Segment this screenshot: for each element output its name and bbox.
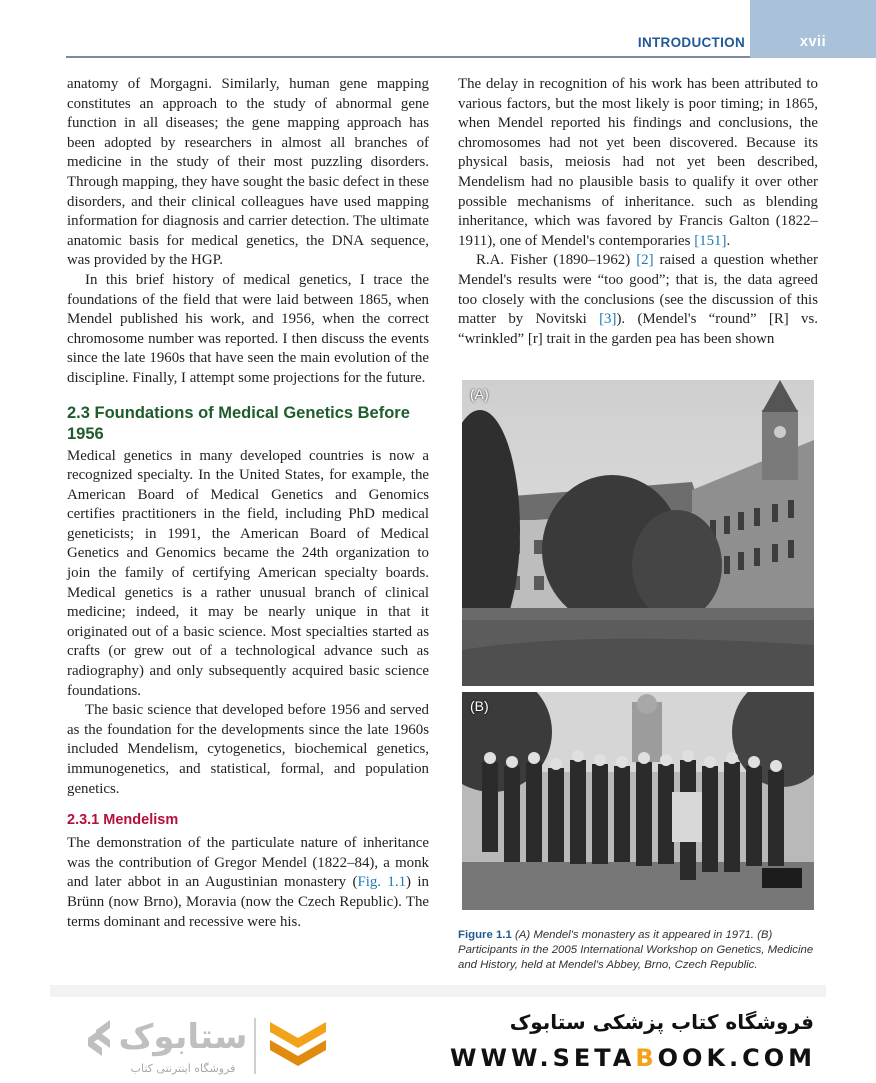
text-run: R.A. Fisher (1890–1962) [476, 252, 637, 269]
paragraph [458, 251, 818, 349]
group-image [462, 692, 814, 910]
figure-number: Figure 1.1 [458, 929, 512, 941]
right-column [458, 75, 818, 349]
header-rule [66, 56, 750, 58]
paragraph: Medical genetics in many developed countries is now a recognized specialty. In the United States, for example, the American Board of Medical Genetics and Genomics certifies practitioners in the field, including PhD medical geneticists; in 1991, the American Board of Medical Genetics and Genomics became the 24th organization to join the family of certifying American specialty boards. Medical genetics is a rather unusual branch of clinical medicine; indeed, it may be nearly unique in that it originated out of a basic science. Most specialties started as crafts (or grew out of a technological advance such as radiography) and only subsequently acquired basic science foundations. [67, 447, 429, 699]
paragraph [67, 834, 429, 932]
citation-link[interactable]: [151] [694, 232, 727, 249]
figure-link[interactable]: Fig. 1.1 [357, 874, 407, 891]
text-run: The demonstration of the particulate nature of inheritance was the contribution of Gregor Mendel (1822–84), a monk and later abbot in an Augustinian monastery ( [67, 835, 429, 891]
logo-tagline: فروشگاه اینترنتی کتاب [130, 1062, 236, 1075]
figure-panel-label: (B) [470, 698, 489, 714]
store-url[interactable] [450, 1044, 817, 1072]
paragraph [458, 75, 818, 251]
left-column [67, 75, 429, 932]
text-run: ). (Mendel's “round” [R] vs. “wrinkled” [r] trait in the garden pea has been shown [458, 311, 819, 347]
url-text: WWW.SETA [450, 1044, 636, 1072]
section-heading: 2.3 Foundations of Medical Genetics Before 1956 [67, 403, 410, 443]
paragraph: In this brief history of medical genetics, I trace the foundations of the field that were laid between 1865, when Mendel published his work, and 1956, when the correct chromosome number was reported. I then discuss the events since the late 1960s that have seen the main evolution of the discipline. Finally, I attempt some projections for the future. [67, 271, 429, 386]
figure-panel-label: (A) [470, 386, 489, 402]
monastery-image [462, 380, 814, 686]
text-run: . [726, 232, 731, 249]
setabook-logo-image [88, 1008, 338, 1078]
caption-text: (A) Mendel's monastery as it appeared in 1971. (B) Participants in the 2005 International Workshop on Genetics, Medicine and History, held at Mendel's Abbey, Brno, Czech Republic. [458, 929, 814, 971]
url-text: OOK.COM [657, 1044, 817, 1072]
text-run: ) in Brünn (now Brno), Moravia (now the Czech Republic). The terms dominant and recessive were his. [67, 874, 429, 930]
watermark-band [50, 985, 826, 997]
logo-wordmark: ستابوک [118, 1017, 248, 1057]
setabook-logo [88, 1008, 338, 1078]
store-name: فروشگاه کتاب پزشکی ستابوک [509, 1010, 814, 1034]
text-run: raised a question whether Mendel's results were “too good”; that is, the data agreed too closely with the conclusions (see the discussion of this matter by Novitski [458, 252, 818, 328]
text-run: The delay in recognition of his work has been attributed to various factors, but the most likely is poor timing; in 1865, when Mendel reported his findings and conclusions, the chromosomes had not yet been discovered. Because its physical basis, meiosis had not yet been described, Mendelism had no plausible basis to qualify it over other possible mechanisms of inheritance. such as blending inheritance, which was favored by Francis Galton (1822–1911), one of Mendel's contemporaries [458, 76, 818, 249]
citation-link[interactable]: [2] [636, 252, 654, 269]
figure-photo-group [462, 692, 814, 910]
running-header-title: INTRODUCTION [637, 35, 745, 50]
figure-caption [458, 928, 820, 973]
figure-photo-monastery [462, 380, 814, 686]
page-number: xvii [799, 34, 827, 50]
paragraph: anatomy of Morgagni. Similarly, human gene mapping constitutes an approach to the study of abnormal gene function in all diseases; the gene mapping approach has been adopted by researchers in almost all branches of medicine in the study of their most puzzling disorders. Through mapping, they have sought the basic defect in these disorders, and their clinical colleagues have used mapping information for diagnosis and carrier detection. The ultimate anatomic basis for medical genetics, the DNA sequence, was provided by the HGP. [67, 76, 429, 269]
url-highlight: B [635, 1044, 658, 1072]
subsection-heading: 2.3.1 Mendelism [67, 812, 179, 829]
citation-link[interactable]: [3] [599, 311, 617, 328]
paragraph: The basic science that developed before 1956 and served as the foundation for the developments since the late 1960s included Mendelism, cytogenetics, biochemical genetics, immunogenetics, and statistical, formal, and population genetics. [67, 702, 429, 797]
